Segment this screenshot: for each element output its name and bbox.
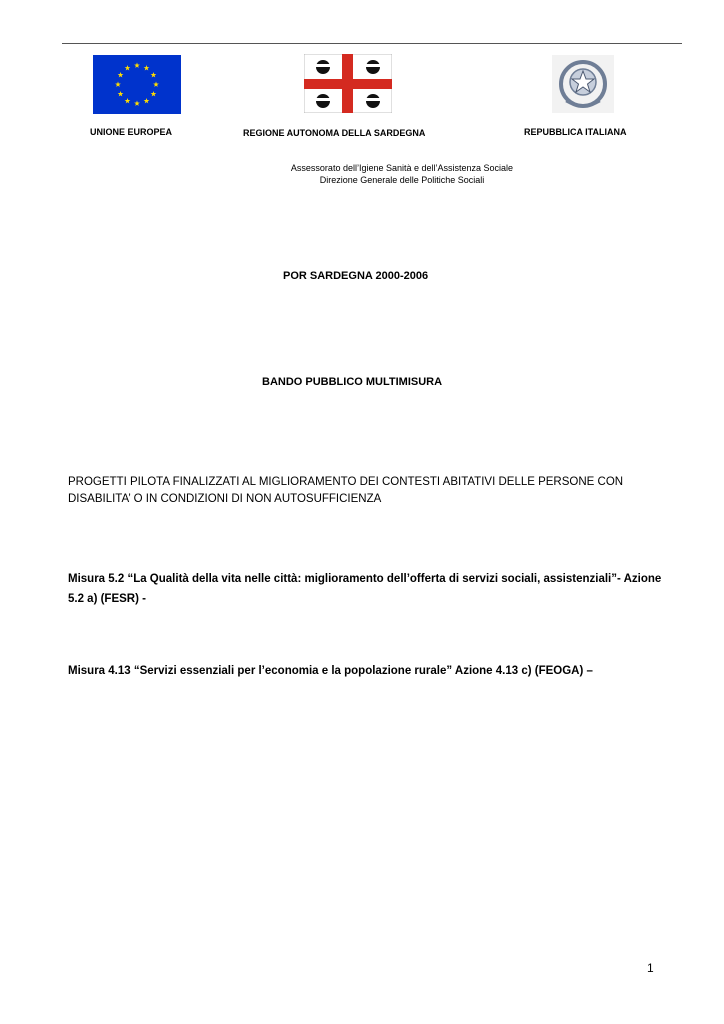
header-rule bbox=[62, 43, 682, 44]
sardinia-caption: REGIONE AUTONOMA DELLA SARDEGNA bbox=[243, 128, 426, 138]
page-number: 1 bbox=[647, 961, 654, 975]
department-line-1: Assessorato dell’Igiene Sanità e dell’Assistenza Sociale bbox=[290, 163, 514, 173]
project-title: PROGETTI PILOTA FINALIZZATI AL MIGLIORAMENTO DEI CONTESTI ABITATIVI DELLE PERSONE CON DISABILITA’ O IN CONDIZIONI DI NON AUTOSUFFICIENZA bbox=[68, 476, 624, 505]
notice-title: BANDO PUBBLICO MULTIMISURA bbox=[262, 376, 443, 388]
sardinia-flag-icon bbox=[304, 54, 392, 113]
eu-flag-icon bbox=[93, 55, 181, 114]
italian-republic-emblem-icon bbox=[552, 55, 614, 113]
measure-5-2: Misura 5.2 “La Qualità della vita nelle città: miglioramento dell’offerta di servizi sociali, assistenziali”- Azione 5.2 a) (FESR) - bbox=[68, 573, 662, 605]
measure-4-13: Misura 4.13 “Servizi essenziali per l’economia e la popolazione rurale” Azione 4.13 c) (FEOGA) – bbox=[68, 665, 593, 677]
programme-title: POR SARDEGNA 2000-2006 bbox=[283, 270, 429, 282]
department-block bbox=[0, 162, 724, 186]
department-line-2: Direzione Generale delle Politiche Sociali bbox=[319, 175, 485, 185]
italian-republic-caption: REPUBBLICA ITALIANA bbox=[524, 127, 627, 137]
eu-caption: UNIONE EUROPEA bbox=[90, 127, 173, 137]
